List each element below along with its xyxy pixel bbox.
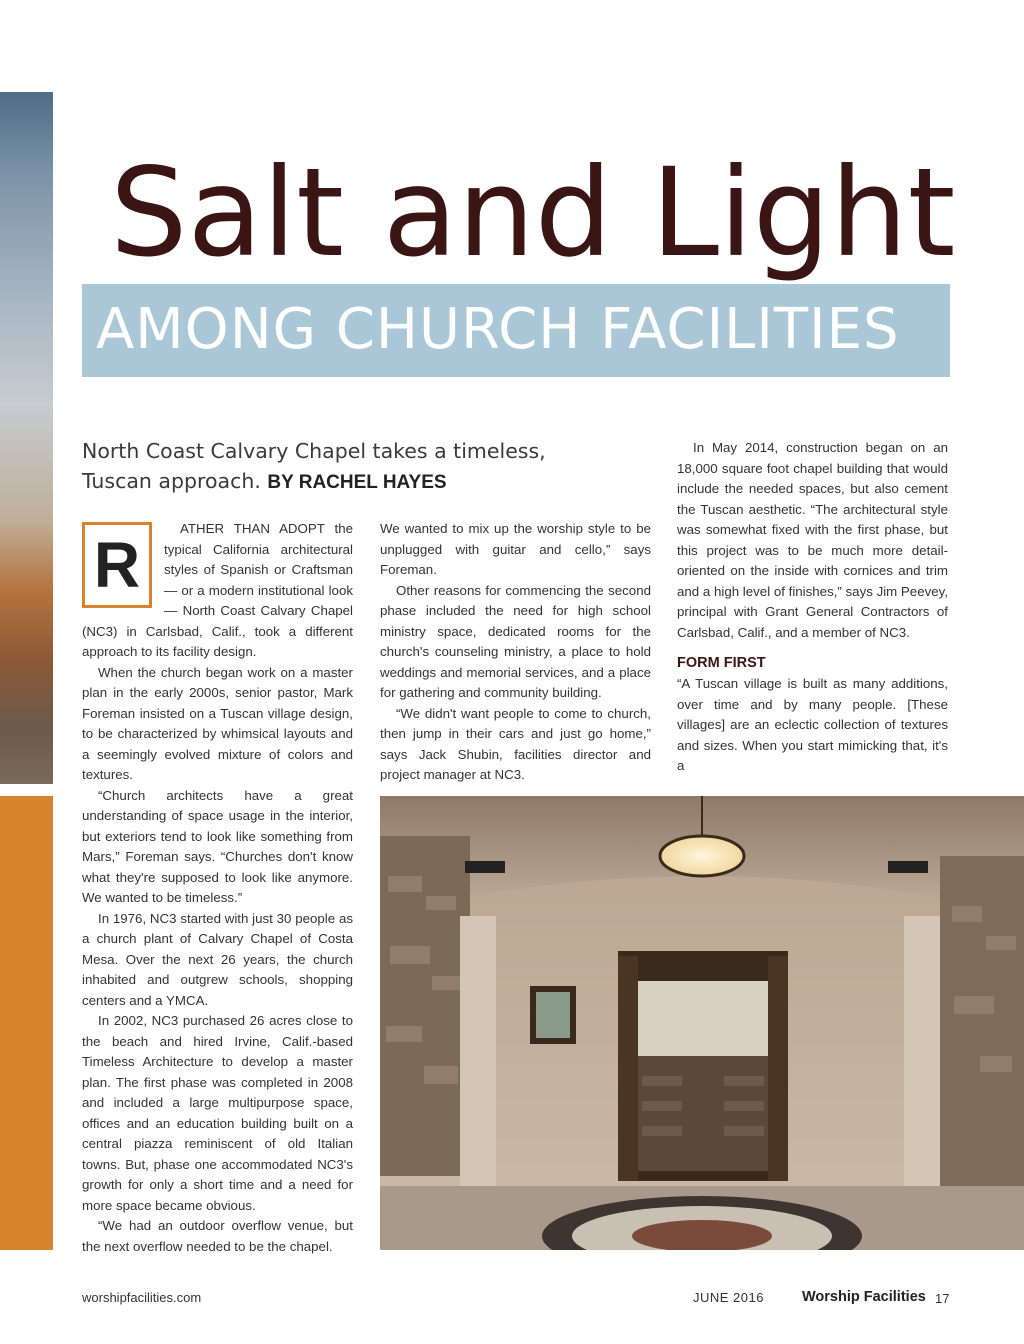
footer-website: worshipfacilities.com [82,1290,202,1305]
article-deck [82,436,562,498]
paragraph: “A Tuscan village is built as many additions, over time and by many people. [These villages] are an eclectic collection of textures and sizes. When you start mimicking that, it's a [677,676,948,773]
text-column-1 [82,519,353,1257]
footer-page-number: 17 [935,1291,950,1306]
paragraph: “Church architects have a great understanding of space usage in the interior, but exteriors tend to look like something from Mars,” Foreman says. “Churches don't know what they're supposed to look like anymore. We wanted to be timeless.” [82,787,353,905]
chapel-interior-illustration [380,796,1024,1250]
article-subtitle: AMONG CHURCH FACILITIES [96,297,900,362]
paragraph: In 2002, NC3 purchased 26 acres close to the beach and hired Irvine, Calif.-based Timeless Architecture to develop a master plan. The first phase was completed in 2008 and included a large multipurpose space, offices and an education building built on a central piazza reminiscent of old Italian towns. But, phase one accommodated NC3's growth for only a short time and a need for more space became obvious. [82,1013,353,1213]
section-heading: FORM FIRST [677,655,766,671]
paragraph: When the church began work on a master plan in the early 2000s, senior pastor, Mark Foreman insisted on a Tuscan village design, to be characterized by whimsical layouts and a seemingly evolved mixture of colors and textures. [82,664,353,782]
text-column-3 [677,438,948,777]
side-photo-strip [0,92,53,784]
byline: BY RACHEL HAYES [267,472,447,493]
side-accent-bar [0,796,53,1250]
paragraph: “We didn't want people to come to church, then jump in their cars and just go home,” says Jack Shubin, facilities director and project manager at NC3. [380,705,651,782]
drop-cap: R [82,522,152,608]
text-column-2 [380,519,651,786]
paragraph: In 1976, NC3 started with just 30 people as a church plant of Calvary Chapel of Costa Mesa. Over the next 26 years, the church inhabited and outgrew schools, shopping centers and a YMCA. [82,910,353,1008]
paragraph: In May 2014, construction began on an 18,000 square foot chapel building that would include the needed spaces, but also cement the Tuscan aesthetic. “The architectural style was somewhat fixed with the first phase, but this project was to be much more detail-oriented on the inside with cornices and trim and a high level of finishes,” says Jim Peevey, principal with Grant General Contractors of Carlsbad, Calif., and a member of NC3. [677,440,948,640]
paragraph: “We had an outdoor overflow venue, but the next overflow needed to be the chapel. [82,1218,353,1254]
article-title: Salt and Light [110,142,956,284]
deck-text: North Coast Calvary Chapel takes a timeless, Tuscan approach. [82,439,546,493]
paragraph: We wanted to mix up the worship style to be unplugged with guitar and cello,” says Foreman. [380,521,651,577]
paragraph: ATHER THAN ADOPT the typical California architectural styles of Spanish or Craftsman — or a modern institutional look — North Coast Calvary Chapel (NC3) in Carlsbad, Calif., took a different approach to its facility design. [82,521,353,659]
chapel-interior-photo [380,796,1024,1250]
footer-magazine-name: Worship Facilities [802,1289,926,1305]
footer-issue-date: JUNE 2016 [693,1290,764,1305]
paragraph: Other reasons for commencing the second phase included the need for high school ministry space, dedicated rooms for the church's counseling ministry, a place to hold weddings and memorial services, and a place for gathering and community building. [380,582,651,700]
